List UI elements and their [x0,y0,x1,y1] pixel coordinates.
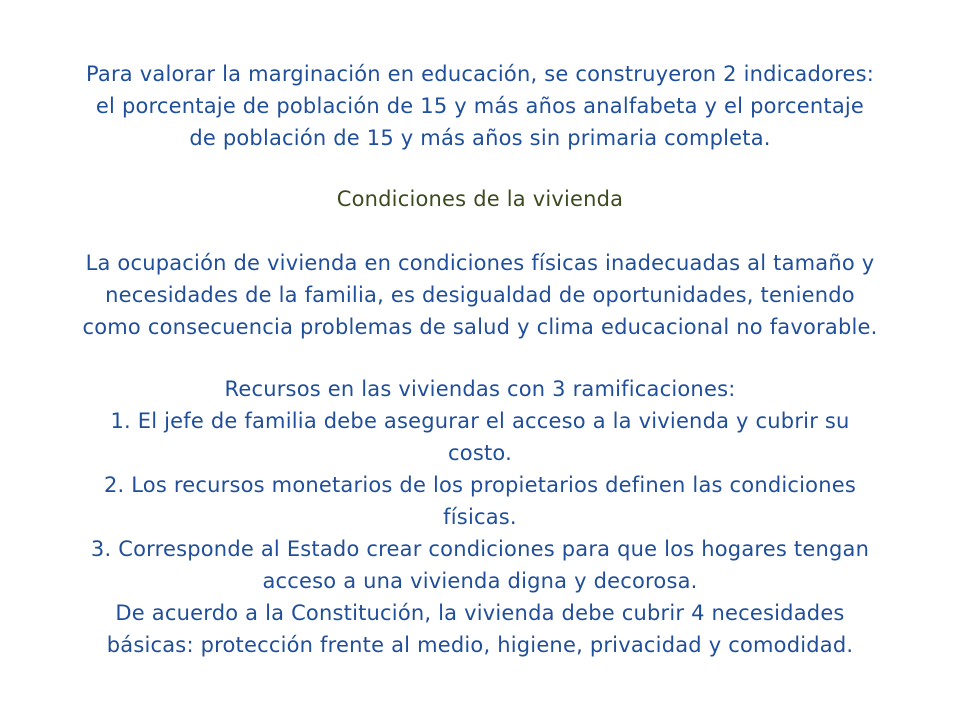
resources-block [20,373,940,661]
intro-paragraph [20,58,940,154]
intro-line-2: el porcentaje de población de 15 y más años analfabeta y el porcentaje [95,94,865,118]
resources-title: Recursos en las viviendas con 3 ramificaciones: [224,377,736,401]
intro-line-3: de población de 15 y más años sin primaria completa. [189,126,771,150]
constitution-line-1: De acuerdo a la Constitución, la vivienda debe cubrir 4 necesidades [115,601,845,625]
housing-line-2: necesidades de la familia, es desigualdad de oportunidades, teniendo [105,283,855,307]
resources-item-1-line-1: 1. El jefe de familia debe asegurar el acceso a la vivienda y cubrir su [110,409,850,433]
section-heading-text: Condiciones de la vivienda [336,187,624,211]
resources-item-2-line-1: 2. Los recursos monetarios de los propietarios definen las condiciones [103,473,857,497]
housing-line-1: La ocupación de vivienda en condiciones físicas inadecuadas al tamaño y [85,251,875,275]
constitution-line-2: básicas: protección frente al medio, higiene, privacidad y comodidad. [106,633,854,657]
housing-line-3: como consecuencia problemas de salud y clima educacional no favorable. [82,315,878,339]
section-heading [20,183,940,215]
housing-paragraph [20,247,940,343]
resources-item-3-line-2: acceso a una vivienda digna y decorosa. [262,569,698,593]
resources-item-1-line-2: costo. [448,441,512,465]
resources-item-2-line-2: físicas. [443,505,517,529]
intro-line-1: Para valorar la marginación en educación, se construyeron 2 indicadores: [85,62,874,86]
resources-item-3-line-1: 3. Corresponde al Estado crear condiciones para que los hogares tengan [90,537,870,561]
